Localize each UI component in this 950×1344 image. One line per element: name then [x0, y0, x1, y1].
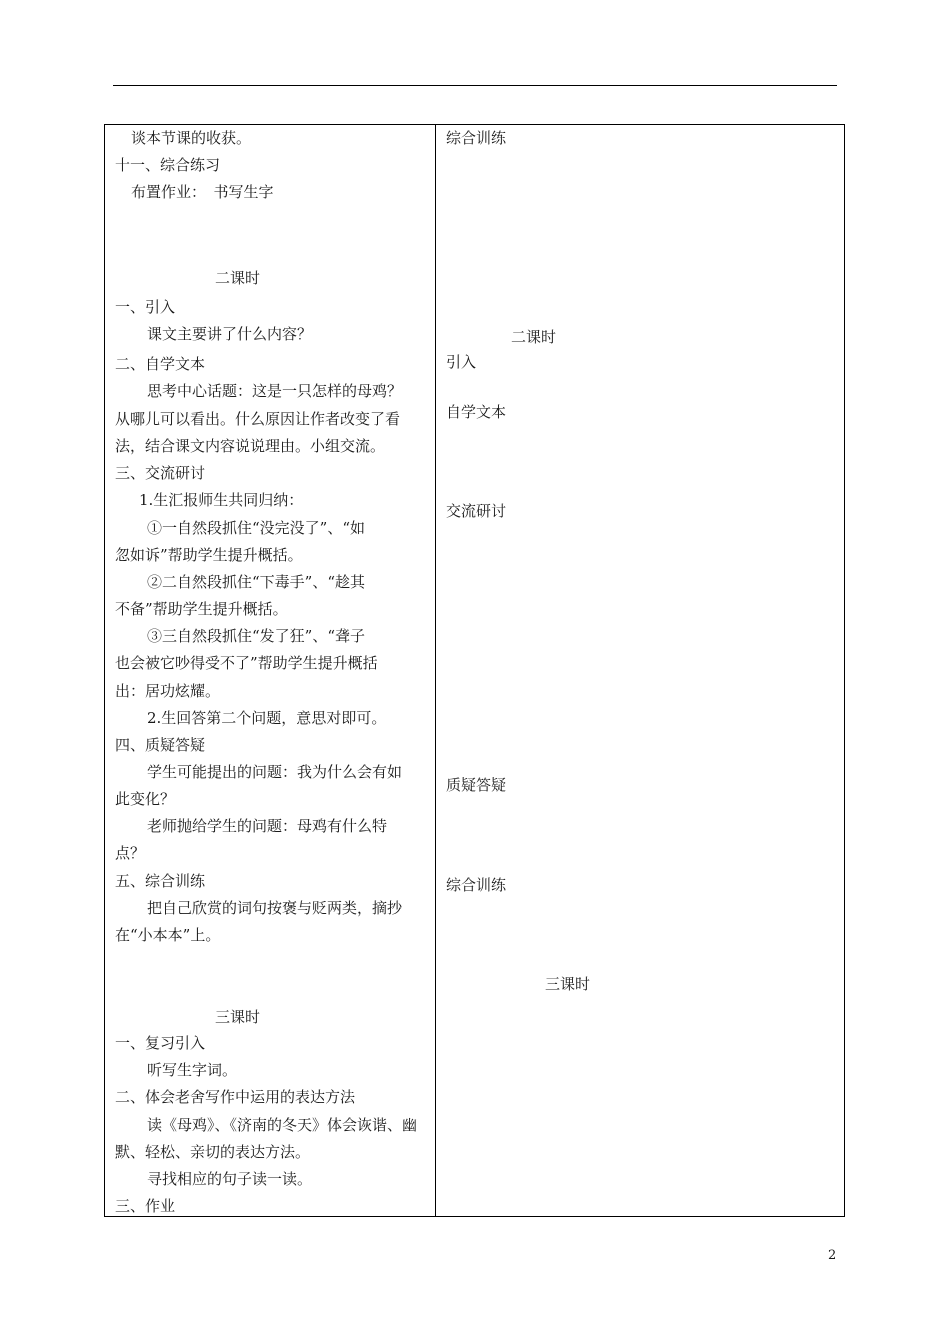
- header-rule: [113, 85, 837, 86]
- left-line: 三、作业: [115, 1197, 176, 1215]
- left-line: 一、复习引入: [115, 1034, 206, 1052]
- left-line: 四、质疑答疑: [115, 736, 206, 754]
- left-line: 五、综合训练: [115, 872, 206, 890]
- left-line: 一、引入: [115, 298, 176, 316]
- left-line: 三、交流研讨: [115, 464, 206, 482]
- left-line: ②二自然段抓住“下毒手”、“趁其: [147, 573, 366, 591]
- right-line: 交流研讨: [446, 502, 507, 520]
- left-line: 三课时: [215, 1008, 261, 1026]
- right-line: 三课时: [545, 975, 591, 993]
- left-line: 点？: [115, 844, 146, 862]
- lesson-plan-table: [104, 124, 845, 1217]
- right-line: 自学文本: [446, 403, 507, 421]
- left-line: 1.生汇报师生共同归纳：: [139, 491, 304, 509]
- left-line: 法，结合课文内容说说理由。小组交流。: [115, 437, 386, 455]
- left-line: 2.生回答第二个问题，意思对即可。: [147, 709, 387, 727]
- left-line: 思考中心话题：这是一只怎样的母鸡？: [147, 382, 403, 400]
- right-line: 综合训练: [446, 129, 507, 147]
- left-line: 听写生字词。: [147, 1061, 238, 1079]
- left-line: 也会被它吵得受不了”帮助学生提升概括: [115, 654, 378, 672]
- left-line: 在“小本本”上。: [115, 926, 221, 944]
- left-line: 课文主要讲了什么内容？: [147, 325, 313, 343]
- left-line: 忽如诉”帮助学生提升概括。: [115, 546, 303, 564]
- right-line: 二课时: [511, 328, 557, 346]
- left-line: 从哪儿可以看出。什么原因让作者改变了看: [115, 410, 401, 428]
- left-line: 默、轻松、亲切的表达方法。: [115, 1143, 311, 1161]
- page-number: 2: [828, 1248, 837, 1263]
- left-line: 老师抛给学生的问题：母鸡有什么特: [147, 817, 388, 835]
- left-line: 不备”帮助学生提升概括。: [115, 600, 288, 618]
- left-line: 二、自学文本: [115, 355, 206, 373]
- left-line: 布置作业： 书写生字: [131, 183, 274, 201]
- left-line: 出：居功炫耀。: [115, 682, 221, 700]
- left-line: 此变化？: [115, 790, 176, 808]
- left-line: 把自己欣赏的词句按褒与贬两类，摘抄: [147, 899, 403, 917]
- left-line: 学生可能提出的问题：我为什么会有如: [147, 763, 403, 781]
- left-line: ③三自然段抓住“发了狂”、“聋子: [147, 627, 366, 645]
- right-line: 引入: [446, 353, 477, 371]
- left-line: 二、体会老舍写作中运用的表达方法: [115, 1088, 356, 1106]
- left-line: 读《母鸡》、《济南的冬天》体会诙谐、幽: [147, 1116, 418, 1134]
- right-line: 综合训练: [446, 876, 507, 894]
- left-line: 寻找相应的句子读一读。: [147, 1170, 313, 1188]
- left-line: 十一、综合练习: [115, 156, 221, 174]
- right-line: 质疑答疑: [446, 776, 507, 794]
- left-line: 谈本节课的收获。: [131, 129, 252, 147]
- column-divider: [435, 125, 436, 1216]
- left-line: 二课时: [215, 269, 261, 287]
- left-line: ①一自然段抓住“没完没了”、“如: [147, 519, 366, 537]
